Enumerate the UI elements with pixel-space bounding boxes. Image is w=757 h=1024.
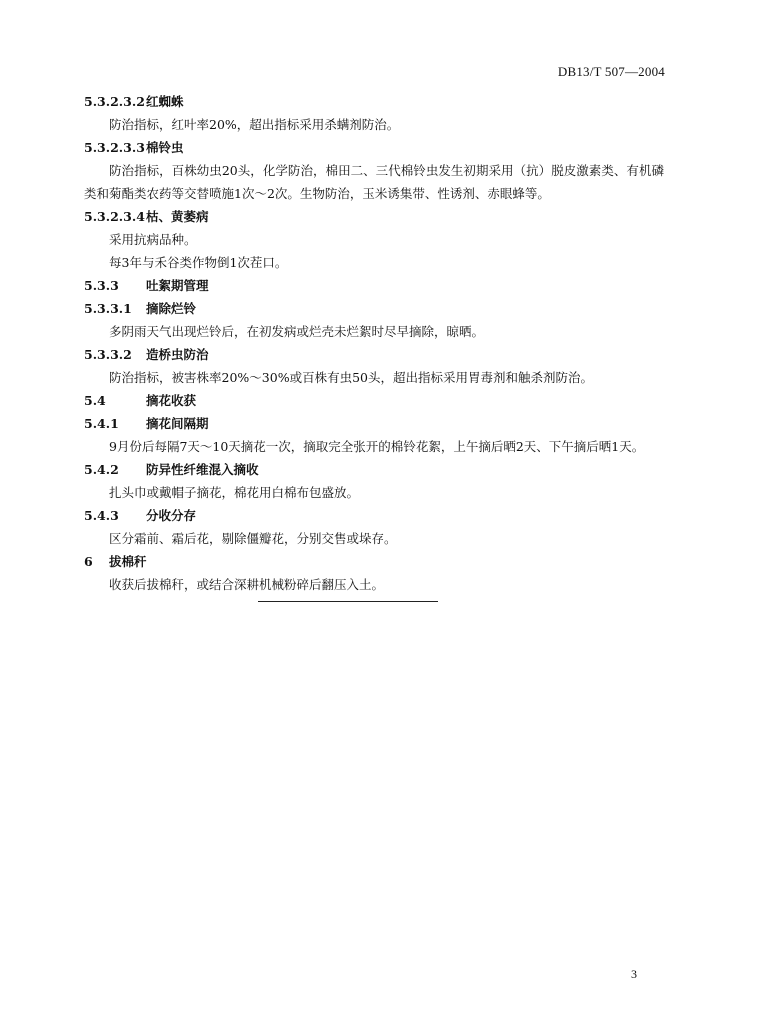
paragraph: 防治指标，百株幼虫20头，化学防治，棉田二、三代棉铃虫发生初期采用（抗）脱皮激素类、有机磷类和菊酯类农药等交替喷施1次～2次。生物防治，玉米诱集带、性诱剂、赤眼蜂等。 [84,163,664,201]
document-body [84,90,664,596]
section-number: 5.4 [84,393,106,408]
document-code: DB13/T 507—2004 [557,64,665,79]
section-heading [84,297,664,320]
paragraph: 扎头巾或戴帽子摘花，棉花用白棉布包盛放。 [109,485,360,500]
paragraph: 每3年与禾谷类作物倒1次茬口。 [109,255,288,270]
section-title: 枯、黄萎病 [146,209,209,224]
section-title: 摘花间隔期 [146,416,209,431]
paragraph: 采用抗病品种。 [109,232,197,247]
section-heading [84,205,664,228]
section-number: 5.3.2.3.2 [84,94,145,109]
section-number: 6 [84,554,93,569]
section-heading [84,389,664,412]
section-number: 5.3.2.3.4 [84,209,145,224]
paragraph: 多阴雨天气出现烂铃后，在初发病或烂壳未烂絮时尽早摘除，晾晒。 [109,324,485,339]
section-heading [84,458,664,481]
section-title: 防异性纤维混入摘收 [146,462,259,477]
section-heading [84,412,664,435]
page-number: 3 [631,967,637,981]
section-title: 吐絮期管理 [146,278,209,293]
section-title: 拔棉秆 [109,554,147,569]
paragraph: 区分霜前、霜后花，剔除僵瓣花，分别交售或垛存。 [109,531,397,546]
section-title: 摘除烂铃 [146,301,197,316]
section-heading [84,504,664,527]
section-title: 造桥虫防治 [146,347,209,362]
section-title: 棉铃虫 [146,140,184,155]
section-heading [84,90,664,113]
paragraph: 收获后拔棉秆，或结合深耕机械粉碎后翻压入土。 [109,577,385,592]
section-title: 摘花收获 [146,393,197,408]
paragraph: 防治指标，红叶率20%，超出指标采用杀螨剂防治。 [109,117,400,132]
section-number: 5.4.2 [84,462,119,477]
section-number: 5.4.1 [84,416,119,431]
section-number: 5.3.3.2 [84,347,132,362]
section-heading [84,343,664,366]
section-number: 5.3.2.3.3 [84,140,145,155]
paragraph: 防治指标，被害株率20%～30%或百株有虫50头，超出指标采用胃毒剂和触杀剂防治。 [109,370,593,385]
section-number: 5.3.3 [84,278,119,293]
section-heading [84,550,664,573]
section-heading [84,274,664,297]
section-number: 5.3.3.1 [84,301,132,316]
section-title: 红蜘蛛 [146,94,184,109]
section-title: 分收分存 [146,508,197,523]
paragraph: 9月份后每隔7天～10天摘花一次，摘取完全张开的棉铃花絮，上午摘后晒2天、下午摘后晒1天。 [109,439,645,454]
section-number: 5.4.3 [84,508,119,523]
end-divider [258,601,438,602]
section-heading [84,136,664,159]
